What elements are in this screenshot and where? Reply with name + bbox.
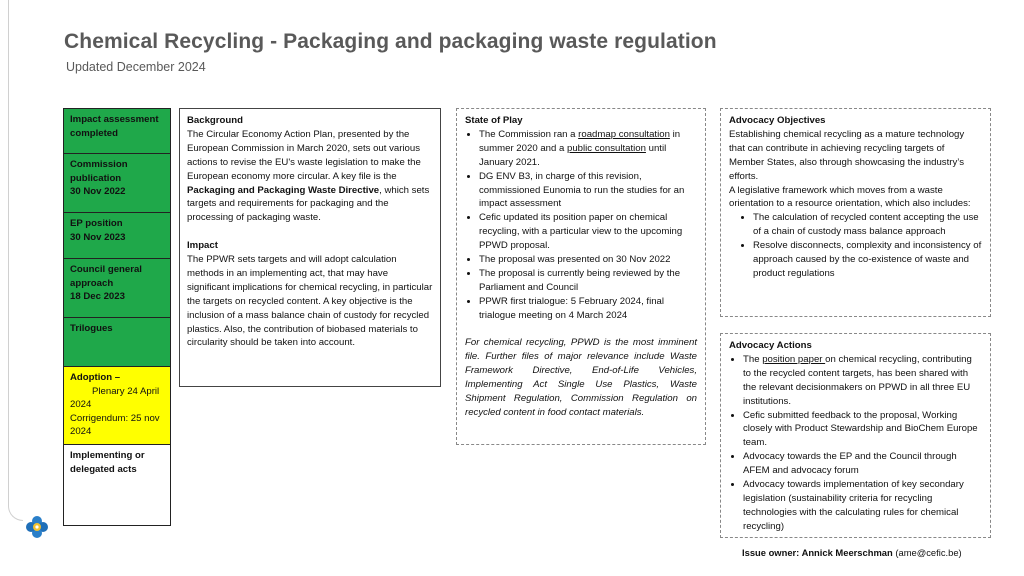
impact-heading: Impact (187, 240, 218, 252)
list-item-text: The Commission ran a (479, 128, 579, 140)
advocacy-objectives-panel (720, 108, 991, 317)
timeline-step-label: Impact assessment completed (70, 114, 159, 139)
timeline-step-implementing-acts (63, 444, 171, 526)
page-frame-line (8, 0, 23, 521)
background-text (187, 128, 433, 225)
background-text-part: The Circular Economy Action Plan, presented by the European Commission in March 2020, sets out various actions to revise the EU's waste legislation to make the European economy more circular. A key file is the (187, 128, 421, 182)
advocacy-actions-list (729, 353, 982, 534)
list-item (479, 128, 697, 170)
advocacy-actions-heading: Advocacy Actions (729, 340, 812, 351)
list-item-text: on chemical recycling, contributing to the recycled content targets, has been shared with the relevant decisionmakers on PPWD in all three EU institutions. (743, 353, 972, 407)
public-consultation-link[interactable]: public consultation (567, 142, 646, 154)
position-paper-link[interactable]: position paper (762, 353, 826, 365)
timeline-step-adoption (63, 366, 171, 444)
list-item: • The proposal is currently being reviewed by the Parliament and Council (479, 267, 697, 295)
issue-owner-email: (ame@cefic.be) (892, 547, 962, 558)
timeline-step-trilogues (63, 317, 171, 366)
timeline-step-commission-publication (63, 153, 171, 212)
state-of-play-note: For chemical recycling, PPWD is the most imminent file. Further files of major relevance include Waste Framework Directive, End-of-Life Vehicles, Implementing Act Single Use Plastics, Waste Shipment Regulation, Commission Regulation on recycled content in food contact materials. (465, 337, 697, 419)
list-item: • The calculation of recycled content accepting the use of a chain of custody mass balance approach (753, 211, 982, 239)
page-subtitle: Updated December 2024 (66, 60, 206, 74)
issue-owner (742, 547, 962, 558)
list-item: • PPWR first trialogue: 5 February 2024, final trialogue meeting on 4 March 2024 (479, 295, 697, 323)
list-item-text: The (743, 353, 763, 365)
list-item: • Cefic submitted feedback to the proposal, Working closely with Product Stewardship and BioChem Europe team. (743, 409, 982, 451)
background-text-part: , which sets targets and requirements for packaging and the processing of packaging waste. (187, 184, 430, 224)
advocacy-objectives-heading: Advocacy Objectives (729, 115, 826, 126)
list-item (743, 353, 982, 409)
timeline-step-label: Implementing or delegated acts (70, 450, 145, 475)
issue-owner-label: Issue owner: Annick Meerschman (742, 547, 893, 558)
list-item: • Advocacy towards the EP and the Council through AFEM and advocacy forum (743, 450, 982, 478)
timeline-step-ep-position (63, 212, 171, 258)
list-item: • The proposal was presented on 30 Nov 2022 (479, 253, 697, 267)
impact-text: The PPWR sets targets and will adopt calculation methods in an implementing act, that may have significant implications for chemical recycling, in particular the targets on recycled content. A key objective is the inclusion of a mass balance chain of custody for recycled plastics. Also, the contribution of biobased materials to circularity should be taken into account. (187, 254, 433, 349)
timeline-step-label: Commission publication (70, 159, 128, 184)
list-item: • Advocacy towards implementation of key secondary legislation (sustainability criteria for recycling technologies with the calculating rules for chemical recycling) (743, 478, 982, 534)
state-of-play-panel (456, 108, 706, 445)
timeline-step-date: 30 Nov 2023 (70, 231, 126, 243)
list-item: • Cefic updated its position paper on chemical recycling, with a particular view to the upcoming PPWD proposal. (479, 211, 697, 253)
timeline-step-label: Adoption – (70, 372, 121, 383)
advocacy-objectives-text: A legislative framework which moves from a waste orientation to a resource orientation, which also includes: (729, 184, 971, 210)
advocacy-objectives-text: Establishing chemical recycling as a mature technology that can contribute in achieving recycling targets of Member States, also through showcasing the industry’s efforts. (729, 128, 965, 182)
timeline-step-corrigendum: Corrigendum: 25 nov 2024 (70, 412, 160, 438)
timeline-step-impact-assessment (63, 108, 171, 153)
timeline-step-council-approach (63, 258, 171, 317)
timeline-step-label: Council general approach (70, 264, 142, 289)
list-item: • DG ENV B3, in charge of this revision, commissioned Eunomia to run the studies for an impact assessment (479, 170, 697, 212)
timeline-step-label: EP position (70, 218, 123, 229)
state-of-play-heading: State of Play (465, 115, 523, 126)
timeline (63, 108, 171, 526)
advocacy-actions-panel (720, 333, 991, 538)
list-item: • Resolve disconnects, complexity and inconsistency of approach caused by the co-existence of waste and product regulations (753, 239, 982, 281)
timeline-step-label: Trilogues (70, 323, 113, 334)
list-item-text: in summer 2020 and a (479, 128, 681, 154)
timeline-step-plenary: Plenary 24 April 2024 (70, 385, 160, 411)
roadmap-consultation-link[interactable]: roadmap consultation (578, 128, 670, 140)
background-text-bold: Packaging and Packaging Waste Directive (187, 184, 380, 196)
advocacy-objectives-list (729, 211, 982, 281)
timeline-step-date: 18 Dec 2023 (70, 291, 125, 303)
page-title: Chemical Recycling - Packaging and packaging waste regulation (64, 30, 717, 53)
state-of-play-list (465, 128, 697, 323)
cefic-logo-icon (24, 514, 50, 540)
timeline-step-date: 30 Nov 2022 (70, 186, 126, 198)
background-heading: Background (187, 115, 243, 126)
list-item-text: until January 2021. (479, 142, 667, 168)
background-panel (179, 108, 441, 387)
